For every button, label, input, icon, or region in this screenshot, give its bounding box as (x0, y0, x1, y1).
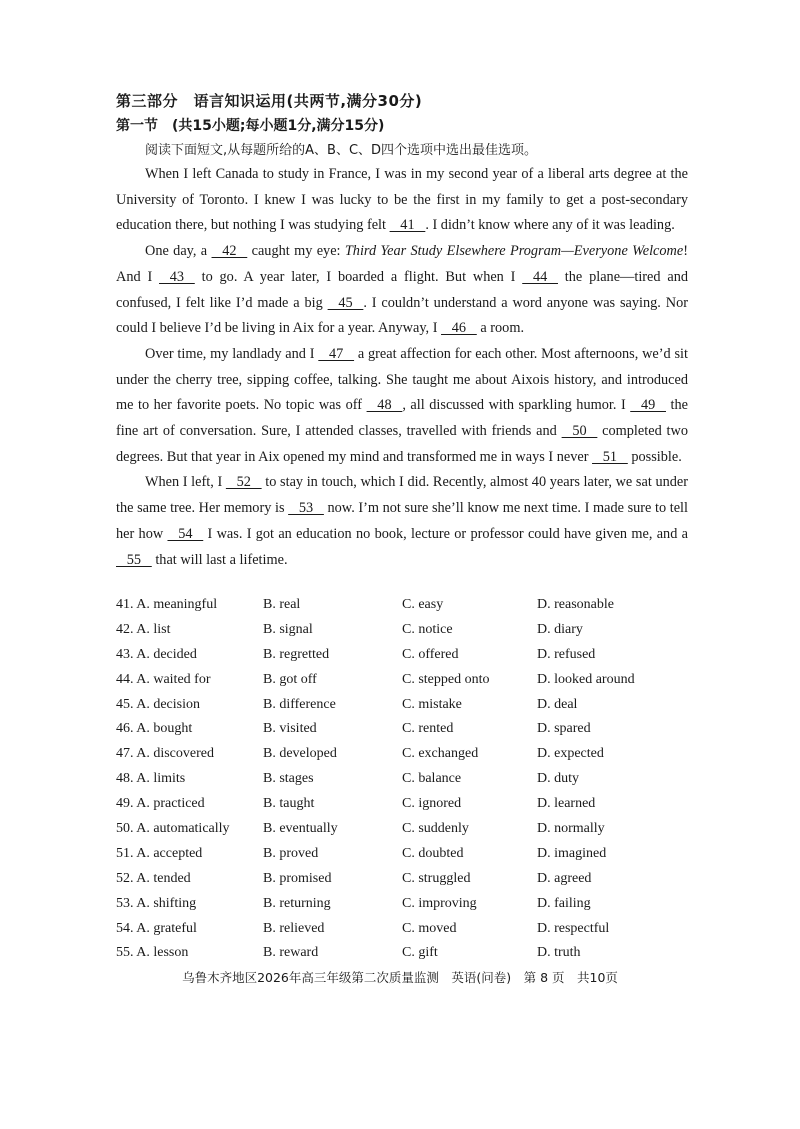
passage-text: completed two degrees. But that year in Aix opened my mind and transformed me in ways I never (116, 423, 688, 465)
option-b: B. difference (263, 696, 336, 712)
option-d: D. failing (537, 895, 591, 911)
blank-53: 53 (288, 500, 324, 517)
passage-text: Over time, my landlady and I (145, 345, 319, 362)
answer-options (116, 593, 696, 966)
option-d: D. truth (537, 945, 581, 961)
option-d: D. diary (537, 621, 583, 637)
option-c: C. struggled (402, 870, 471, 886)
question-52-options (116, 867, 696, 892)
option-c: C. easy (402, 597, 444, 612)
passage-text: a great affection for each other. Most afternoons, we’d sit under the cherry tree, sipping coffee, talking. She taught me about Aixois history, and introduced me to her favorite poets. No topic was off (116, 345, 688, 414)
passage-text: a room. (476, 320, 525, 337)
section-title: 第三部分 语言知识运用(共两节,满分30分) (116, 92, 423, 110)
question-42-options (116, 618, 696, 643)
option-a: 52. A. tended (116, 870, 191, 886)
option-d: D. expected (537, 746, 604, 762)
passage-text: When I left Canada to study in France, I was in my second year of a liberal arts degree at the University of Toronto. I knew I was lucky to be the first in my family to get a post-secondary education there, but nothing I was studying felt (116, 166, 688, 234)
option-d: D. refused (537, 646, 596, 662)
blank-45: 45 (327, 294, 364, 311)
option-c: C. suddenly (402, 821, 469, 837)
option-a: 49. A. practiced (116, 796, 205, 812)
passage-text: the plane—tired and confused, I felt like I’d made a big (116, 268, 689, 311)
option-c: C. stepped onto (402, 671, 490, 687)
option-a: 43. A. decided (116, 646, 197, 662)
option-b: B. visited (263, 721, 317, 737)
option-b: B. signal (263, 621, 313, 637)
question-43-options (116, 643, 696, 668)
passage-text: I was. I got an education no book, lecture or professor could have given me, and a (203, 525, 688, 542)
option-c: C. moved (402, 920, 457, 936)
question-51-options (116, 842, 696, 867)
question-55-options (116, 941, 696, 966)
question-45-options (116, 693, 696, 718)
option-d: D. reasonable (537, 597, 614, 612)
blank-51: 51 (592, 448, 628, 465)
blank-47: 47 (318, 345, 355, 362)
cloze-passage (116, 162, 688, 573)
question-49-options (116, 792, 696, 817)
option-a: 50. A. automatically (116, 821, 230, 837)
option-d: D. agreed (537, 870, 592, 886)
blank-54: 54 (167, 525, 204, 542)
passage-text: possible. (627, 448, 682, 465)
blank-43: 43 (159, 268, 195, 285)
option-b: B. regretted (263, 646, 330, 662)
option-c: C. ignored (402, 796, 462, 812)
option-b: B. eventually (263, 821, 338, 837)
option-d: D. duty (537, 771, 579, 787)
option-a: 47. A. discovered (116, 746, 214, 762)
option-c: C. gift (402, 945, 438, 961)
question-50-options (116, 817, 696, 842)
program-title: Third Year Study Elsewhere Program—Everyone Welcome (344, 243, 684, 260)
option-d: D. respectful (537, 920, 610, 936)
option-a: 44. A. waited for (116, 671, 211, 687)
passage-text: that will last a lifetime. (151, 551, 288, 568)
passage-text: caught my eye: (247, 243, 345, 260)
passage-text: to go. A year later, I boarded a flight. But when I (194, 268, 523, 285)
passage-text: When I left, I (145, 474, 226, 491)
option-d: D. normally (537, 821, 605, 837)
question-48-options (116, 767, 696, 792)
option-d: D. spared (537, 721, 591, 737)
passage-text: . I didn’t know where any of it was leading. (425, 217, 675, 234)
option-a: 51. A. accepted (116, 845, 203, 861)
option-b: B. returning (263, 895, 331, 911)
instructions: 阅读下面短文,从每题所给的A、B、C、D四个选项中选出最佳选项。 (145, 143, 538, 158)
option-b: B. developed (263, 746, 337, 762)
option-c: C. mistake (402, 696, 462, 712)
option-c: C. improving (402, 895, 477, 911)
option-a: 53. A. shifting (116, 895, 197, 911)
option-b: B. relieved (263, 920, 325, 936)
option-b: B. real (263, 597, 301, 612)
option-c: C. offered (402, 646, 459, 662)
blank-42: 42 (211, 243, 248, 260)
option-c: C. notice (402, 621, 453, 637)
question-46-options (116, 717, 696, 742)
option-c: C. rented (402, 721, 454, 737)
option-d: D. looked around (537, 671, 635, 687)
page-footer: 乌鲁木齐地区2026年高三年级第二次质量监测 英语(问卷) 第 8 页 共10页 (182, 970, 618, 985)
passage-text: the fine art of conversation. Sure, I attended classes, travelled with friends and (116, 397, 688, 440)
option-c: C. exchanged (402, 746, 479, 762)
blank-44: 44 (522, 268, 558, 285)
subsection-title: 第一节 (共15小题;每小题1分,满分15分) (116, 118, 385, 134)
option-c: C. doubted (402, 845, 464, 861)
passage-paragraph-4 (116, 470, 688, 573)
question-53-options (116, 892, 696, 917)
option-b: B. taught (263, 796, 315, 812)
passage-text: . I couldn’t understand a word anyone was saying. Nor could I believe I’d be living in Aix for a year. Anyway, I (116, 294, 688, 337)
passage-text: ! And I (116, 243, 688, 285)
option-b: B. reward (263, 945, 319, 961)
question-41-options (116, 593, 696, 618)
blank-50: 50 (561, 423, 598, 440)
option-a: 45. A. decision (116, 696, 200, 712)
option-a: 41. A. meaningful (116, 597, 218, 612)
passage-paragraph-2 (116, 239, 688, 342)
passage-paragraph-3 (116, 342, 688, 471)
option-b: B. proved (263, 845, 319, 861)
option-a: 48. A. limits (116, 771, 186, 787)
option-a: 46. A. bought (116, 721, 193, 737)
option-a: 54. A. grateful (116, 920, 197, 936)
passage-paragraph-1 (116, 162, 688, 239)
blank-48: 48 (366, 397, 403, 414)
option-d: D. imagined (537, 845, 607, 861)
option-b: B. got off (263, 671, 317, 687)
question-54-options (116, 917, 696, 942)
passage-text: , all discussed with sparkling humor. I (402, 397, 631, 414)
option-b: B. stages (263, 771, 314, 787)
blank-41: 41 (389, 217, 426, 234)
option-c: C. balance (402, 771, 462, 787)
passage-text: One day, a (145, 243, 212, 260)
blank-52: 52 (225, 474, 262, 491)
question-47-options (116, 742, 696, 767)
option-d: D. learned (537, 796, 596, 812)
option-d: D. deal (537, 696, 578, 712)
option-b: B. promised (263, 870, 332, 886)
blank-46: 46 (441, 320, 477, 337)
passage-text: now. I’m not sure she’ll know me next time. I made sure to tell her how (116, 500, 688, 542)
blank-55: 55 (116, 551, 152, 568)
blank-49: 49 (630, 397, 666, 414)
passage-text: to stay in touch, which I did. Recently, almost 40 years later, we sat under the same tree. Her memory is (116, 474, 688, 517)
option-a: 42. A. list (116, 621, 171, 637)
question-44-options (116, 668, 696, 693)
option-a: 55. A. lesson (116, 945, 189, 961)
